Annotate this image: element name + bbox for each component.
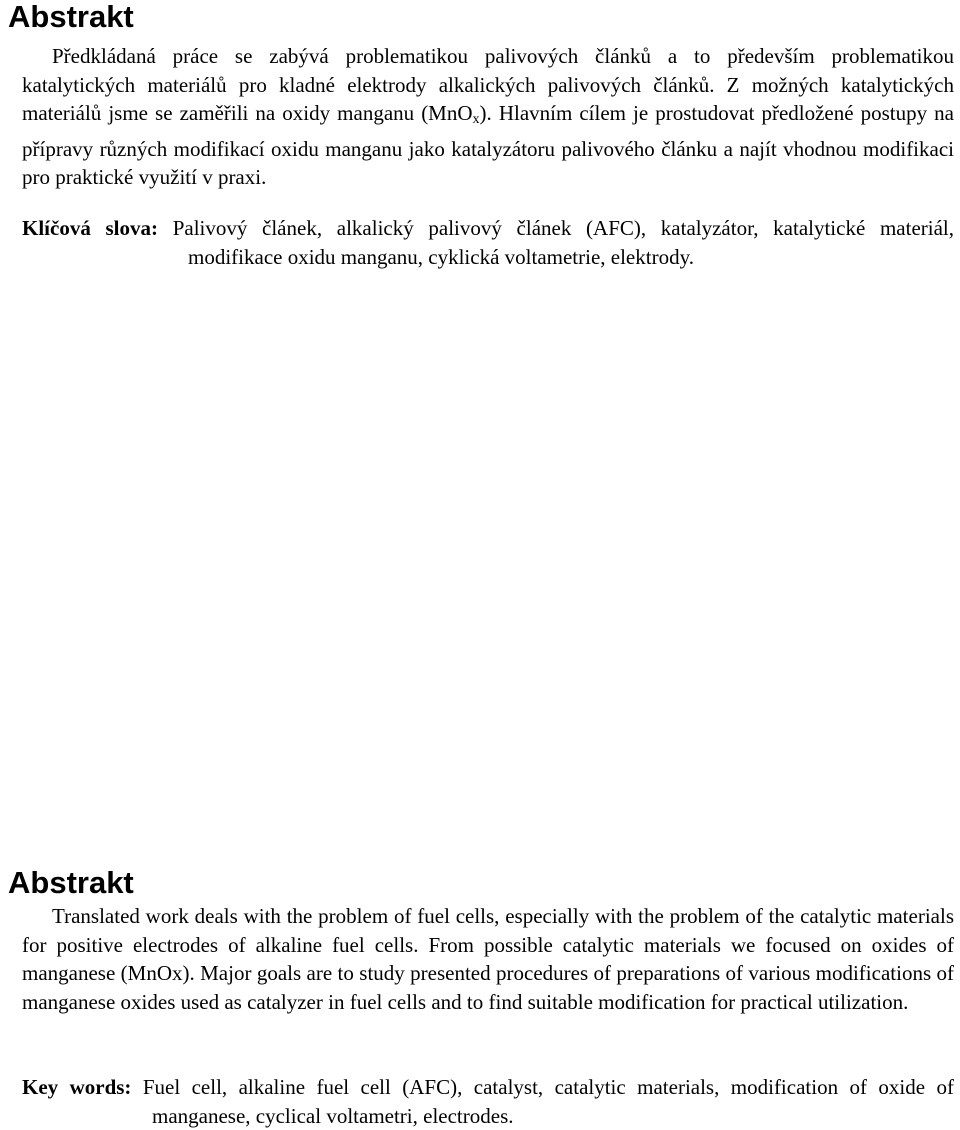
english-abstract-paragraph: Translated work deals with the problem of fuel cells, especially with the problem of the catalytic materials for positive electrodes of alkaline fuel cells. From possible catalytic materials we focused on oxides of manganese (MnOx). Major goals are to study presented procedures of preparations of various modifications of manganese oxides used as catalyzer in fuel cells and to find suitable modification for practical utilization. bbox=[22, 904, 954, 1014]
english-keywords-text: Fuel cell, alkaline fuel cell (AFC), catalyst, catalytic materials, modification of oxide of manganese, cyclical voltametri, electrodes. bbox=[142, 1075, 954, 1128]
czech-abstract-subscript: x bbox=[472, 112, 480, 127]
czech-abstract-text-part1: Předkládaná práce se zabývá problematikou palivových článků a to především problematikou katalytických materiálů pro kladné elektrody alkalických palivových článků. Z možných katalytických materiálů jsme se zaměřili na oxidy manganu (MnO bbox=[22, 44, 954, 125]
czech-abstract-text-part2: ). Hlavním cílem je prostudovat předložené postupy na přípravy různých modifikací oxidu manganu jako katalyzátoru palivového článku a najít vhodnou modifikaci pro praktické využití v praxi. bbox=[22, 101, 954, 189]
english-abstract-heading: Abstrakt bbox=[8, 865, 134, 900]
czech-keywords-text: Palivový článek, alkalický palivový článek (AFC), katalyzátor, katalytické materiál, modifikace oxidu manganu, cyklická voltametrie, elektrody. bbox=[172, 216, 954, 269]
english-keywords-label: Key words: bbox=[22, 1075, 132, 1099]
czech-keywords bbox=[22, 214, 954, 271]
czech-abstract-paragraph bbox=[22, 42, 954, 192]
english-keywords bbox=[22, 1073, 954, 1130]
czech-keywords-label: Klíčová slova: bbox=[22, 216, 158, 240]
czech-abstract-heading: Abstrakt bbox=[8, 0, 134, 34]
